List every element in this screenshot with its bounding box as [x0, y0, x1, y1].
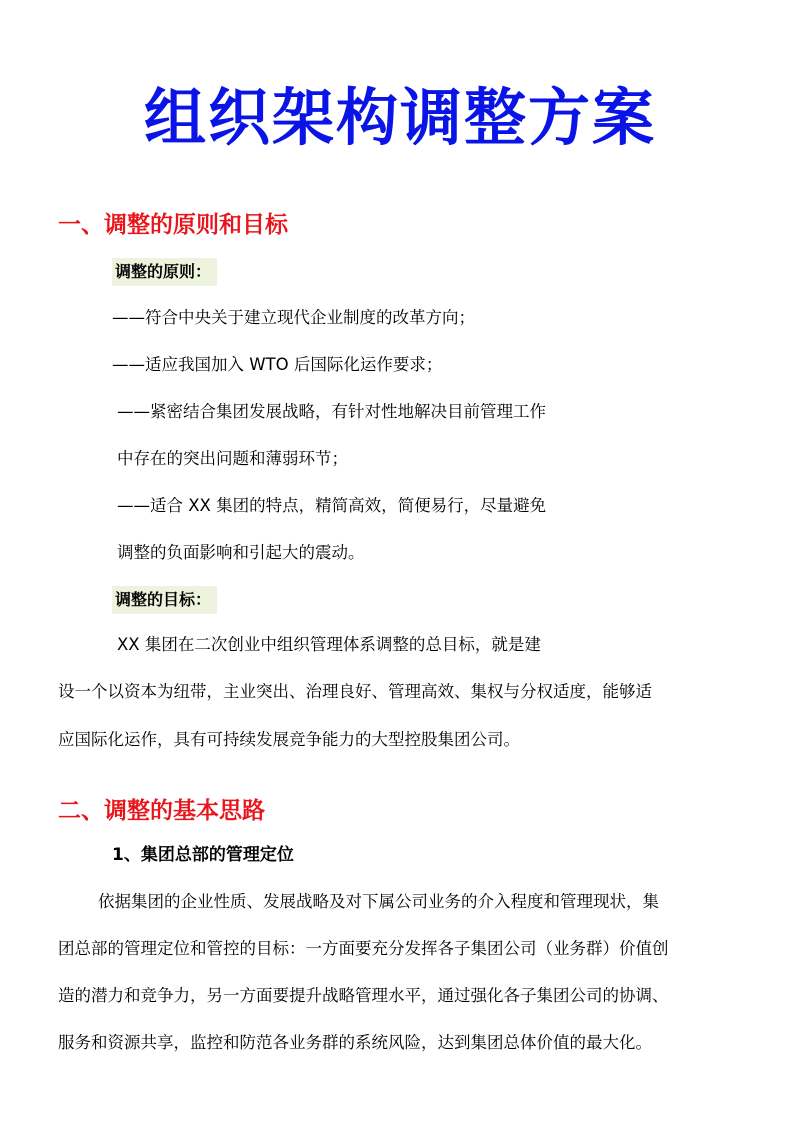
section2-line-4: 服务和资源共享，监控和防范各业务群的系统风险，达到集团总体价值的最大化。 [58, 1033, 652, 1052]
goal-line-3: 应国际化运作，具有可持续发展竞争能力的大型控股集团公司。 [58, 730, 520, 749]
principle-line-2: ——适应我国加入 WTO 后国际化运作要求； [112, 355, 443, 374]
principle-line-1: ——符合中央关于建立现代企业制度的改革方向； [112, 308, 475, 327]
section2-subheading: 1、集团总部的管理定位 [112, 845, 294, 865]
section2-heading: 二、调整的基本思路 [58, 798, 265, 824]
goal-label: 调整的目标： [112, 586, 217, 614]
goal-line-1: XX 集团在二次创业中组织管理体系调整的总目标，就是建 [117, 635, 541, 654]
section2-line-1: 依据集团的企业性质、发展战略及对下属公司业务的介入程度和管理现状，集 [98, 892, 659, 911]
goal-line-2: 设一个以资本为纽带，主业突出、治理良好、管理高效、集权与分权适度，能够适 [58, 682, 652, 701]
document-title: 组织架构调整方案 [143, 81, 656, 154]
principle-line-4: 中存在的突出问题和薄弱环节； [117, 449, 348, 468]
principle-line-5: ——适合 XX 集团的特点，精简高效，简便易行，尽量避免 [117, 496, 547, 515]
principle-line-3: ——紧密结合集团发展战略，有针对性地解决目前管理工作 [117, 402, 546, 421]
section2-line-2: 团总部的管理定位和管控的目标：一方面要充分发挥各子集团公司（业务群）价值创 [58, 939, 669, 958]
section1-heading: 一、调整的原则和目标 [58, 212, 288, 238]
section2-line-3: 造的潜力和竞争力，另一方面要提升战略管理水平，通过强化各子集团公司的协调、 [58, 986, 669, 1005]
principle-line-6: 调整的负面影响和引起大的震动。 [117, 543, 365, 562]
principles-label: 调整的原则： [112, 258, 217, 286]
